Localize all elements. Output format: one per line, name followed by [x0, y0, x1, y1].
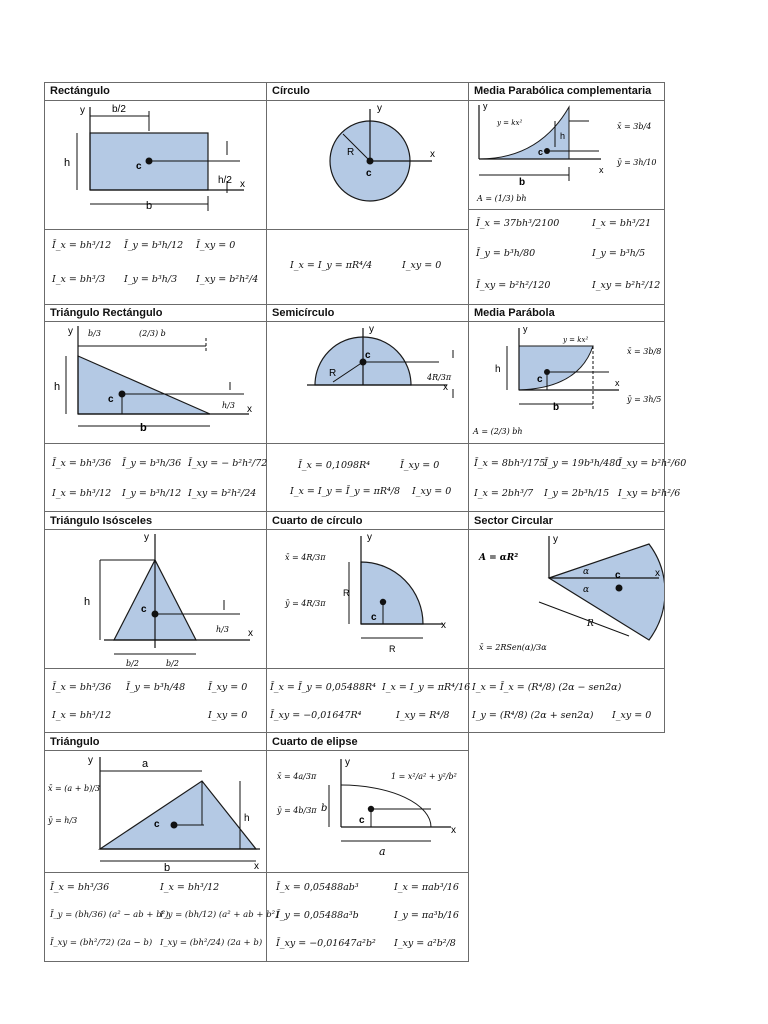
fig-label: c	[537, 374, 543, 385]
formula: Ī_x = bh³/36	[52, 682, 112, 693]
fig-label: x	[240, 179, 245, 190]
formula: Ī_xy = b²h²/60	[618, 458, 687, 469]
title-cuarto-de-elipse: Cuarto de elipse	[272, 736, 358, 748]
formula: Ī_y = b³h/80	[476, 248, 536, 259]
formula: I_x = πab³/16	[394, 882, 459, 893]
triangle-figure	[44, 751, 266, 872]
fig-label: c	[136, 161, 142, 172]
formula: Ī_x = 8bh³/175	[474, 458, 546, 469]
formula: Ī_y = b³h/36	[122, 458, 182, 469]
fig-label: h	[84, 596, 91, 608]
formula-sheet	[44, 82, 687, 962]
fig-label: y	[367, 532, 372, 543]
formula: I_y = b³h/3	[124, 274, 178, 285]
grid-line	[44, 511, 665, 512]
formula: I_x = 2bh³/7	[474, 488, 534, 499]
fig-label: c	[371, 612, 377, 623]
fig-label: y	[377, 103, 382, 114]
fig-label: 4R/3π	[427, 373, 452, 382]
formula: I_xy = 0	[208, 710, 248, 721]
formula: I_y = (R⁴/8) (2α + sen2α)	[472, 710, 594, 721]
fig-label: x̄ = 3b/8	[627, 347, 662, 356]
fig-label: ȳ = 3h/10	[617, 158, 657, 167]
fig-label: y = kx²	[497, 119, 523, 127]
formula: Ī_xy = 0	[400, 460, 440, 471]
grid-line	[44, 82, 665, 83]
formula: Ī_xy = −0,01647R⁴	[270, 710, 362, 721]
formula: I_x = Ī_x = (R⁴/8) (2α − sen2α)	[472, 682, 622, 693]
fig-label: b/3	[88, 329, 101, 338]
fig-label: b	[140, 422, 147, 434]
title-cuarto-de-circulo: Cuarto de círculo	[272, 515, 363, 527]
fig-label: c	[538, 147, 544, 157]
fig-label: x	[443, 382, 448, 393]
formula: Ī_xy = (bh²/72) (2a − b)	[50, 938, 153, 948]
fig-label: h	[64, 157, 71, 169]
fig-label: x̄ = (a + b)/3	[48, 784, 101, 793]
fig-label: y	[144, 532, 149, 543]
fig-label: α	[583, 567, 590, 577]
title-media-parabolica-complementaria: Media Parabólica complementaria	[474, 85, 652, 97]
fig-label: b/2	[126, 659, 139, 668]
title-triangulo: Triángulo	[50, 736, 100, 748]
formula: Ī_y = 0,05488a³b	[276, 910, 359, 921]
fig-label: b/2	[112, 104, 126, 115]
fig-label: h/3	[222, 401, 235, 410]
formula: Ī_x = 0,1098R⁴	[298, 460, 371, 471]
formula: Ī_x = Ī_y = 0,05488R⁴	[270, 682, 376, 693]
fig-label: A = (1/3) bh	[477, 194, 527, 203]
fig-label: x	[248, 628, 253, 639]
fig-label: α	[583, 585, 590, 595]
fig-label: y	[345, 757, 350, 768]
fig-label: c	[154, 819, 160, 830]
title-circulo: Círculo	[272, 85, 310, 97]
formula: I_xy = 0	[402, 260, 442, 271]
fig-label: R	[329, 368, 337, 379]
fig-label: R	[389, 644, 396, 654]
grid-line	[44, 304, 665, 305]
formula: I_xy = b²h²/24	[188, 488, 257, 499]
fig-label: A = (2/3) bh	[473, 427, 523, 436]
formula: I_xy = (bh²/24) (2a + b)	[160, 938, 263, 948]
semicircle-figure	[267, 322, 467, 443]
fig-label: b	[164, 862, 171, 872]
fig-label: y	[553, 534, 558, 545]
fig-label: c	[365, 350, 371, 361]
grid-line	[44, 872, 468, 873]
formula: I_x = I_y = Ī_y = πR⁴/8	[290, 486, 401, 497]
title-triangulo-isosceles: Triángulo Isósceles	[50, 515, 153, 527]
fig-label: h	[495, 364, 501, 375]
fig-label: h/2	[218, 175, 232, 186]
fig-label: R	[587, 619, 594, 629]
fig-label: h	[560, 131, 566, 141]
formula: I_x = I_y = πR⁴/4	[290, 260, 373, 271]
grid-line	[468, 82, 469, 962]
formula: Ī_xy = −0,01647a²b²	[276, 938, 376, 949]
fig-label: x	[599, 165, 604, 175]
title-triangulo-rectangulo: Triángulo Rectángulo	[50, 307, 163, 319]
circle-figure	[267, 101, 467, 229]
fig-label: x	[615, 378, 620, 388]
formula: Ī_x = 37bh³/2100	[476, 218, 560, 229]
isosceles-triangle-figure	[44, 530, 266, 668]
formula: I_xy = b²h²/4	[196, 274, 259, 285]
fig-label: ȳ = 4b/3π	[277, 806, 317, 815]
formula: I_y = πa³b/16	[394, 910, 459, 921]
title-semicirculo: Semicírculo	[272, 307, 335, 319]
formula: I_x = bh³/3	[52, 274, 106, 285]
fig-label: x̄ = 2RSen(α)/3α	[479, 643, 547, 652]
fig-label: x	[451, 825, 456, 836]
formula: Ī_xy = b²h²/120	[476, 280, 551, 291]
fig-label: x̄ = 3b/4	[617, 122, 652, 131]
fig-label: 1 = x²/a² + y²/b²	[391, 772, 457, 781]
fig-label: b	[321, 803, 328, 814]
formula: I_xy = b²h²/6	[618, 488, 681, 499]
formula: I_xy = 0	[412, 486, 452, 497]
formula: Ī_y = b³h/12	[124, 240, 184, 251]
grid-line	[44, 668, 665, 669]
fig-label: x	[441, 620, 446, 631]
fig-label: ȳ = 4R/3π	[285, 599, 326, 608]
grid-line	[468, 209, 665, 210]
formula: I_x = bh³/12	[160, 882, 220, 893]
fig-label: c	[359, 815, 365, 826]
formula: Ī_xy = 0	[196, 240, 236, 251]
formula: Ī_y = b³h/48	[126, 682, 186, 693]
formula: I_xy = R⁴/8	[396, 710, 450, 721]
formula: I_xy = a²b²/8	[394, 938, 456, 949]
grid-line	[44, 443, 665, 444]
fig-label: y	[483, 101, 488, 111]
fig-label: x	[430, 149, 435, 160]
grid-line	[664, 82, 665, 733]
fig-label: a	[142, 758, 149, 770]
fig-label: y	[369, 324, 374, 335]
formula: Ī_x = bh³/36	[52, 458, 112, 469]
title-media-parabola: Media Parábola	[474, 307, 555, 319]
right-triangle-figure	[44, 322, 266, 443]
formula: I_y = 2b³h/15	[544, 488, 610, 499]
fig-label: c	[141, 604, 147, 615]
formula: Ī_y = (bh/36) (a² − ab + b²)	[50, 910, 169, 920]
fig-label: c	[108, 394, 114, 405]
quarter-circle-figure	[267, 530, 467, 668]
formula: I_y = b³h/12	[122, 488, 182, 499]
fig-label: y	[80, 105, 85, 116]
title-rectangulo: Rectángulo	[50, 85, 110, 97]
fig-label: b	[519, 177, 526, 188]
fig-label: x	[655, 568, 660, 579]
complementary-half-parabola-figure	[469, 101, 664, 209]
fig-label: b	[553, 402, 560, 413]
fig-label: b/2	[166, 659, 179, 668]
half-parabola-figure	[469, 322, 664, 443]
fig-label: h	[244, 813, 250, 824]
formula: I_x = bh³/21	[592, 218, 652, 229]
fig-label: y	[88, 755, 93, 766]
fig-label: R	[347, 147, 355, 158]
formula: I_x = bh³/12	[52, 710, 112, 721]
rectangle-figure	[44, 101, 266, 229]
formula: Ī_x = bh³/12	[52, 240, 112, 251]
fig-label: A = αR²	[479, 553, 519, 563]
fig-label: y = kx²	[563, 336, 589, 344]
quarter-ellipse-figure	[267, 751, 467, 872]
fig-label: x̄ = 4a/3π	[277, 772, 317, 781]
fig-label: y	[523, 324, 528, 334]
fig-label: b	[146, 200, 153, 212]
fig-label: a	[379, 845, 386, 858]
fig-label: y	[68, 326, 73, 337]
formula: Ī_y = 19b³h/480	[544, 458, 622, 469]
fig-label: h/3	[216, 625, 229, 634]
formula: Ī_x = bh³/36	[50, 882, 110, 893]
formula: Ī_x = 0,05488ab³	[276, 882, 359, 893]
formula: Ī_xy = 0	[208, 682, 248, 693]
formula: I_y = b³h/5	[592, 248, 646, 259]
fig-label: h	[54, 381, 61, 393]
formula: I_y = (bh/12) (a² + ab + b²)	[160, 910, 279, 920]
fig-label: x	[254, 861, 259, 872]
grid-line	[44, 732, 665, 733]
fig-label: x̄ = 4R/3π	[285, 553, 326, 562]
fig-label: c	[366, 168, 372, 179]
formula: I_xy = b²h²/12	[592, 280, 661, 291]
formula: I_x = bh³/12	[52, 488, 112, 499]
fig-label: x	[247, 404, 252, 415]
title-sector-circular: Sector Circular	[474, 515, 553, 527]
formula: Ī_xy = − b²h²/72	[188, 458, 268, 469]
fig-label: (2/3) b	[139, 329, 166, 338]
grid-line	[44, 961, 468, 962]
formula: I_xy = 0	[612, 710, 652, 721]
formula: I_x = I_y = πR⁴/16	[382, 682, 471, 693]
grid-line	[44, 229, 468, 230]
circular-sector-figure	[469, 530, 664, 668]
fig-label: R	[343, 588, 350, 598]
fig-label: ȳ = 3h/5	[627, 395, 662, 404]
fig-label: c	[615, 570, 621, 581]
fig-label: ȳ = h/3	[48, 816, 78, 825]
